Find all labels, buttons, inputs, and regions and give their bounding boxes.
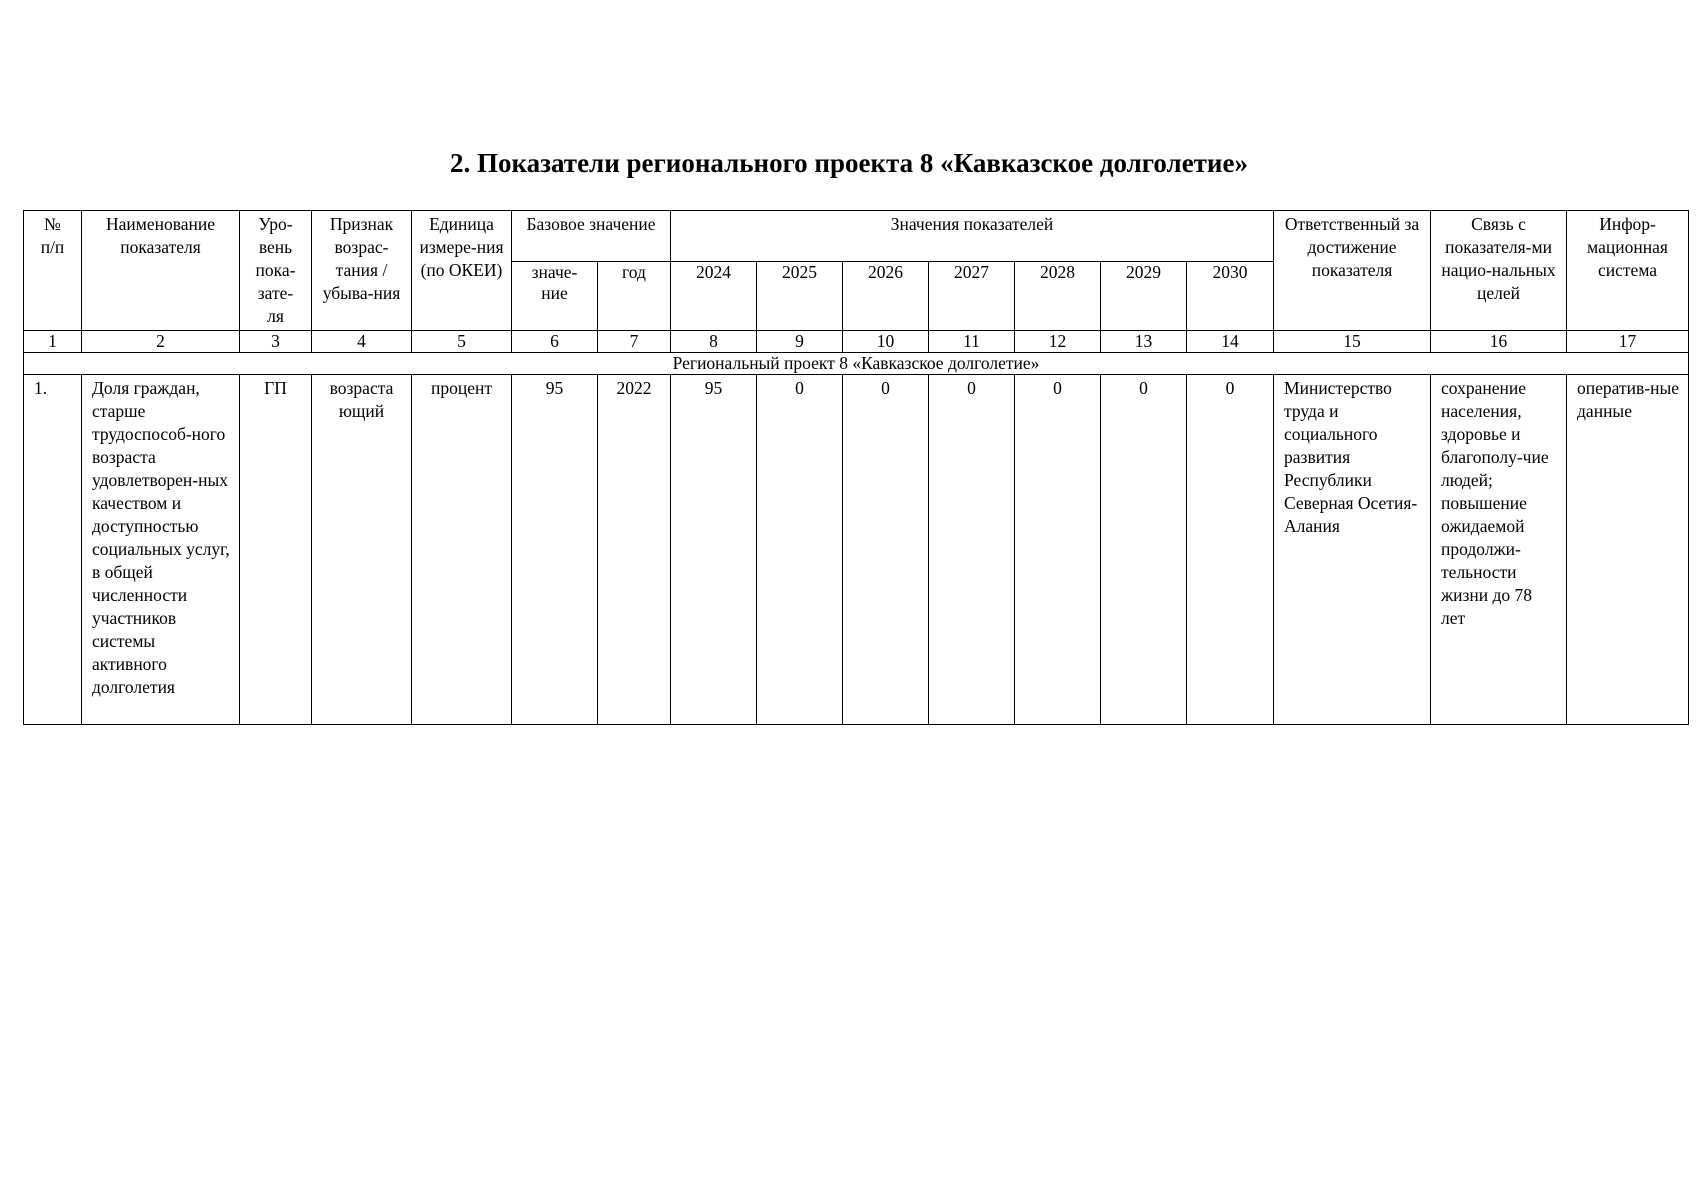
column-numbers-row — [24, 331, 1689, 353]
row-info: оператив-ные данные — [1567, 375, 1689, 725]
header-responsible: Ответственный за достижение показателя — [1274, 211, 1431, 331]
row-link: сохранение населения, здоровье и благополу-чие людей; повышение ожидаемой продолжи-тельности жизни до 78 лет — [1431, 375, 1567, 725]
row-year-value: 95 — [671, 375, 757, 725]
column-number: 7 — [598, 331, 671, 353]
header-info: Инфор-мационная система — [1567, 211, 1689, 331]
header-row-1 — [24, 211, 1689, 262]
column-number: 17 — [1567, 331, 1689, 353]
row-name: Доля граждан, старше трудоспособ-ного возраста удовлетворен-ных качеством и доступностью социальных услуг, в общей численности участников системы активного долголетия — [82, 375, 240, 725]
column-number: 4 — [312, 331, 412, 353]
column-number: 8 — [671, 331, 757, 353]
section-title: Региональный проект 8 «Кавказское долголетие» — [24, 353, 1689, 375]
header-base-year: год — [598, 262, 671, 331]
row-base-year: 2022 — [598, 375, 671, 725]
header-trend: Признак возрас-тания / убыва-ния — [312, 211, 412, 331]
table-row — [24, 375, 1689, 725]
row-year-value: 0 — [757, 375, 843, 725]
page-title: 2. Показатели регионального проекта 8 «Кавказское долголетие» — [450, 148, 1248, 178]
header-year: 2025 — [757, 262, 843, 331]
header-link: Связь с показателя-ми нацио-нальных целей — [1431, 211, 1567, 331]
row-year-value: 0 — [929, 375, 1015, 725]
section-row — [24, 353, 1689, 375]
row-year-value: 0 — [843, 375, 929, 725]
header-year: 2027 — [929, 262, 1015, 331]
header-unit: Единица измере-ния (по ОКЕИ) — [412, 211, 512, 331]
header-base: Базовое значение — [512, 211, 671, 262]
column-number: 6 — [512, 331, 598, 353]
row-year-value: 0 — [1187, 375, 1274, 725]
header-name: Наименование показателя — [82, 211, 240, 331]
row-responsible: Министерство труда и социального развития Республики Северная Осетия-Алания — [1274, 375, 1431, 725]
header-year: 2030 — [1187, 262, 1274, 331]
column-number: 14 — [1187, 331, 1274, 353]
header-level: Уро- вень пока- зате- ля — [240, 211, 312, 331]
column-number: 3 — [240, 331, 312, 353]
row-trend: возраста ющий — [312, 375, 412, 725]
header-year: 2024 — [671, 262, 757, 331]
header-num: № п/п — [24, 211, 82, 331]
column-number: 15 — [1274, 331, 1431, 353]
header-base-value: значе- ние — [512, 262, 598, 331]
column-number: 5 — [412, 331, 512, 353]
column-number: 1 — [24, 331, 82, 353]
row-level: ГП — [240, 375, 312, 725]
header-year: 2026 — [843, 262, 929, 331]
row-num: 1. — [24, 375, 82, 725]
header-values: Значения показателей — [671, 211, 1274, 262]
column-number: 16 — [1431, 331, 1567, 353]
column-number: 10 — [843, 331, 929, 353]
header-year: 2028 — [1015, 262, 1101, 331]
header-year: 2029 — [1101, 262, 1187, 331]
row-base-value: 95 — [512, 375, 598, 725]
column-number: 2 — [82, 331, 240, 353]
row-year-value: 0 — [1015, 375, 1101, 725]
indicators-table — [23, 210, 1689, 725]
column-number: 11 — [929, 331, 1015, 353]
row-year-value: 0 — [1101, 375, 1187, 725]
column-number: 13 — [1101, 331, 1187, 353]
column-number: 12 — [1015, 331, 1101, 353]
column-number: 9 — [757, 331, 843, 353]
row-unit: процент — [412, 375, 512, 725]
